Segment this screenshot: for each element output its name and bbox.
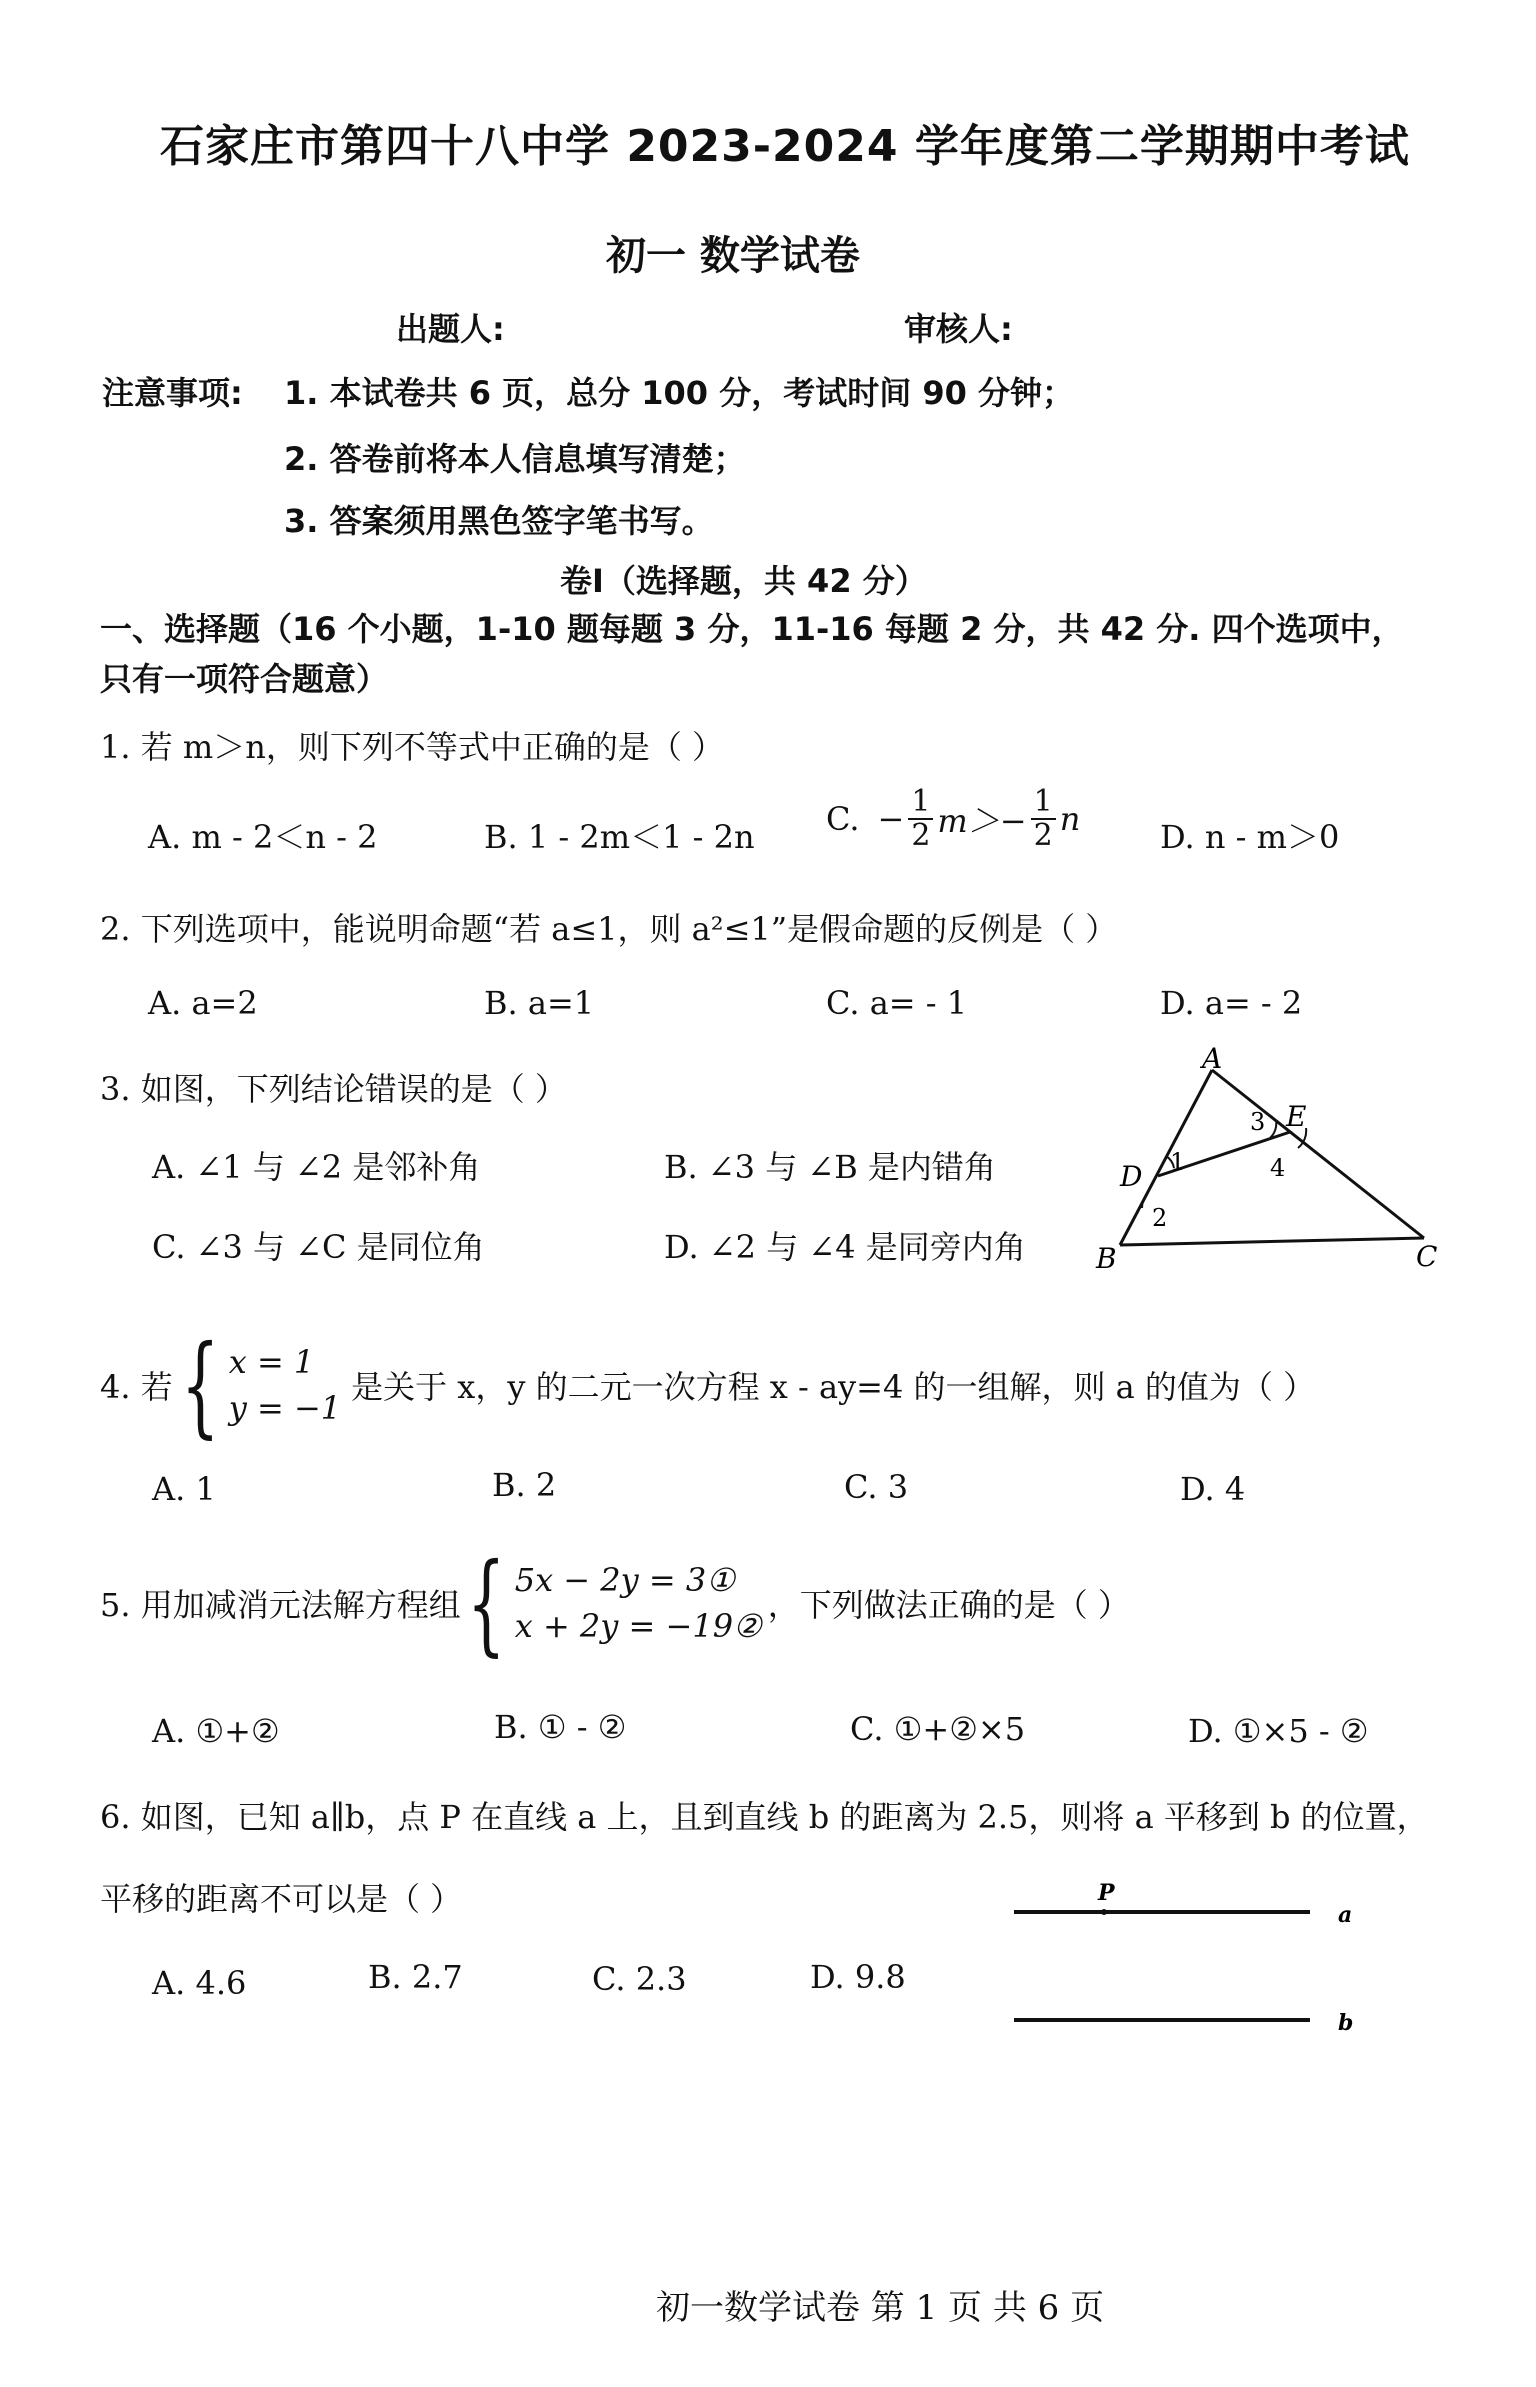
q1-option-c-middle: m＞− [937, 801, 1027, 840]
triangle-figure [1080, 1040, 1460, 1270]
vertex-a-label: A [1202, 1042, 1223, 1075]
q5-option-c: C. ①+②×5 [850, 1710, 1026, 1748]
vertex-e-label: E [1286, 1100, 1307, 1133]
question-1-stem: 1. 若 m＞n，则下列不等式中正确的是（ ） [100, 728, 725, 766]
reviewer-label: 审核人: [904, 310, 1013, 348]
question-2-stem: 2. 下列选项中，能说明命题“若 a≤1，则 a²≤1”是假命题的反例是（ ） [100, 910, 1118, 948]
angle-3-label: 3 [1250, 1108, 1266, 1136]
angle-4-label: 4 [1270, 1154, 1286, 1182]
section-intro: 一、选择题（16 个小题，1-10 题每题 3 分，11-16 每题 2 分，共 42 分. 四个选项中， [100, 610, 1404, 648]
note-item: 3. 答案须用黑色签字笔书写。 [284, 502, 714, 540]
notes-label: 注意事项: [102, 374, 243, 412]
line-a-label: a [1338, 1902, 1353, 1928]
question-5-stem [100, 1539, 1130, 1667]
left-brace: { [466, 1539, 506, 1667]
q4-suffix: 是关于 x，y 的二元一次方程 x - ay=4 的一组解，则 a 的值为（ ） [351, 1368, 1316, 1406]
q1-option-a: A. m - 2＜n - 2 [148, 818, 378, 856]
vertex-c-label: C [1416, 1240, 1438, 1270]
fraction-denominator: 2 [1033, 817, 1053, 853]
vertex-b-label: B [1096, 1242, 1117, 1270]
system-equation: x = 1 [228, 1342, 315, 1381]
q4-option-b: B. 2 [492, 1466, 557, 1504]
q1-option-c-end: n [1059, 799, 1081, 838]
fraction-numerator: 1 [1031, 786, 1056, 820]
q5-option-d: D. ①×5 - ② [1188, 1712, 1369, 1750]
q3-option-c: C. ∠3 与 ∠C 是同位角 [152, 1228, 485, 1266]
system-equation: 5x − 2y = 3① [514, 1560, 735, 1599]
segment-ac [1212, 1070, 1424, 1238]
exam-subtitle: 初一 数学试卷 [606, 233, 860, 279]
point-p [1101, 1909, 1107, 1915]
q2-option-b: B. a=1 [484, 984, 595, 1022]
left-brace: { [180, 1321, 220, 1449]
fraction-numerator: 1 [908, 786, 933, 820]
segment-bc [1120, 1238, 1424, 1245]
q2-option-d: D. a= - 2 [1160, 984, 1303, 1022]
fraction-one-half [908, 786, 933, 851]
q6-option-b: B. 2.7 [368, 1958, 463, 1996]
note-item: 2. 答卷前将本人信息填写清楚； [284, 440, 746, 478]
q5-option-a: A. ①+② [152, 1712, 280, 1750]
angle-2-label: 2 [1152, 1204, 1168, 1232]
parallel-lines-figure [1000, 1860, 1380, 2040]
equation-system [229, 1339, 341, 1432]
q1-option-d: D. n - m＞0 [1160, 818, 1340, 856]
q1-option-c-label: C. [826, 799, 860, 838]
q2-option-c: C. a= - 1 [826, 984, 968, 1022]
point-p-label: P [1098, 1880, 1115, 1906]
q3-option-b: B. ∠3 与 ∠B 是内错角 [664, 1148, 996, 1186]
q1-option-b: B. 1 - 2m＜1 - 2n [484, 818, 755, 856]
page-footer: 初一数学试卷 第 1 页 共 6 页 [656, 2288, 1105, 2328]
note-item: 1. 本试卷共 6 页，总分 100 分，考试时间 90 分钟； [284, 374, 1075, 412]
fraction-one-half [1031, 786, 1056, 851]
q4-option-d: D. 4 [1180, 1470, 1246, 1508]
q2-option-a: A. a=2 [148, 984, 258, 1022]
q6-option-d: D. 9.8 [810, 1958, 906, 1996]
question-6-stem-line2: 平移的距离不可以是（ ） [100, 1880, 463, 1918]
fraction-denominator: 2 [911, 817, 931, 853]
angle-3-arc [1270, 1120, 1276, 1138]
question-4-stem [100, 1321, 1316, 1449]
q1-minus-sign: − [877, 799, 905, 838]
section-intro: 只有一项符合题意） [100, 660, 389, 698]
q3-option-a: A. ∠1 与 ∠2 是邻补角 [152, 1148, 481, 1186]
question-6-stem-line1: 6. 如图，已知 a∥b，点 P 在直线 a 上，且到直线 b 的距离为 2.5，则将 a 平移到 b 的位置， [100, 1798, 1429, 1836]
exam-title: 石家庄市第四十八中学 2023-2024 学年度第二学期期中考试 [160, 121, 1410, 172]
q5-option-b: B. ① - ② [494, 1708, 627, 1746]
question-3-stem: 3. 如图，下列结论错误的是（ ） [100, 1070, 567, 1108]
q5-prefix: 5. 用加减消元法解方程组 [100, 1586, 461, 1624]
q1-option-c [826, 786, 1080, 851]
q5-suffix: ，下列做法正确的是（ ） [767, 1586, 1130, 1624]
line-b-label: b [1338, 2010, 1354, 2036]
q6-option-c: C. 2.3 [592, 1960, 687, 1998]
q4-option-c: C. 3 [844, 1468, 909, 1506]
q3-option-d: D. ∠2 与 ∠4 是同旁内角 [664, 1228, 1026, 1266]
section-heading: 卷Ⅰ（选择题，共 42 分） [560, 562, 927, 600]
system-equation: y = −1 [228, 1389, 342, 1427]
vertex-d-label: D [1120, 1160, 1143, 1193]
author-label: 出题人: [396, 310, 505, 348]
system-equation: x + 2y = −19② [514, 1607, 762, 1645]
q6-option-a: A. 4.6 [152, 1964, 247, 2002]
angle-1-label: 1 [1170, 1148, 1186, 1176]
q4-option-a: A. 1 [152, 1470, 216, 1508]
equation-system [515, 1557, 762, 1650]
q4-prefix: 4. 若 [100, 1368, 173, 1406]
